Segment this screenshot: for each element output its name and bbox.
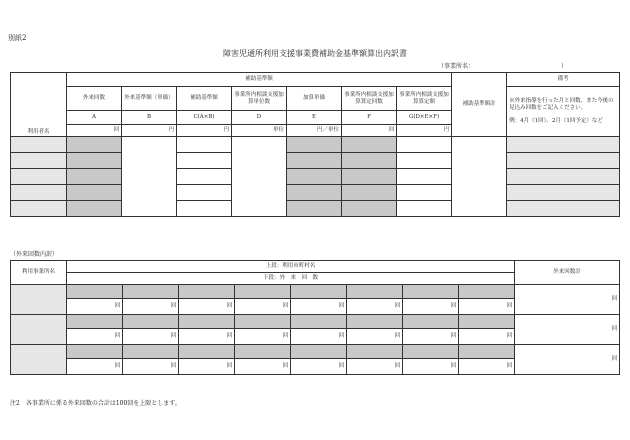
data-cell[interactable] <box>177 153 232 169</box>
data-cell[interactable] <box>342 201 397 217</box>
data-cell[interactable] <box>397 169 452 185</box>
data-cell[interactable] <box>287 137 342 153</box>
user-name-cell[interactable] <box>11 137 67 153</box>
footnote: 注2 各事業所に係る外来回数の合計は100回を上限とします。 <box>10 400 181 407</box>
office-name-label: （事業所名： ） <box>438 63 568 70</box>
col-unit: 回 <box>342 125 397 137</box>
col-unit: 円 <box>177 125 232 137</box>
count-cell[interactable]: 回 <box>123 329 179 345</box>
municipality-cell[interactable] <box>235 345 291 359</box>
table-row <box>11 345 620 359</box>
unit-count-cell[interactable] <box>232 137 287 217</box>
municipality-cell[interactable] <box>179 315 235 329</box>
data-cell[interactable] <box>177 185 232 201</box>
col-code: D <box>232 111 287 125</box>
count-cell[interactable]: 回 <box>347 359 403 375</box>
municipality-cell[interactable] <box>347 315 403 329</box>
data-cell[interactable] <box>177 169 232 185</box>
data-cell[interactable] <box>287 153 342 169</box>
col-code: F <box>342 111 397 125</box>
col-header: 外来基準額（単価） <box>122 87 177 111</box>
count-cell[interactable]: 回 <box>179 299 235 315</box>
col-header: 外来回数 <box>67 87 122 111</box>
count-cell[interactable]: 回 <box>123 359 179 375</box>
data-cell[interactable] <box>397 137 452 153</box>
municipality-cell[interactable] <box>235 315 291 329</box>
upper-label: 上段：利用市町村名 <box>67 261 515 273</box>
count-cell[interactable]: 回 <box>179 359 235 375</box>
municipality-cell[interactable] <box>459 315 515 329</box>
user-name-cell[interactable] <box>11 169 67 185</box>
data-cell[interactable] <box>342 169 397 185</box>
municipality-cell[interactable] <box>459 345 515 359</box>
count-cell[interactable]: 回 <box>123 299 179 315</box>
count-cell[interactable]: 回 <box>459 299 515 315</box>
count-cell[interactable]: 回 <box>291 329 347 345</box>
table-row <box>11 169 620 185</box>
count-cell[interactable]: 回 <box>403 329 459 345</box>
user-name-header: 利用者名 <box>11 73 67 137</box>
col-code: A <box>67 111 122 125</box>
municipality-cell[interactable] <box>123 285 179 299</box>
form-label: 別紙2 <box>8 34 27 42</box>
col-unit: 円／単位 <box>287 125 342 137</box>
remarks-cell[interactable] <box>507 153 620 169</box>
count-cell[interactable]: 回 <box>179 329 235 345</box>
count-cell[interactable]: 回 <box>67 359 123 375</box>
col-unit: 単位 <box>232 125 287 137</box>
data-cell[interactable] <box>67 185 122 201</box>
municipality-cell[interactable] <box>179 285 235 299</box>
data-cell[interactable] <box>397 185 452 201</box>
municipality-cell[interactable] <box>123 345 179 359</box>
municipality-cell[interactable] <box>67 285 123 299</box>
data-cell[interactable] <box>67 169 122 185</box>
count-cell[interactable]: 回 <box>67 329 123 345</box>
total-cell[interactable] <box>452 137 507 217</box>
col-unit: 円 <box>122 125 177 137</box>
col-header: 加算単価 <box>287 87 342 111</box>
user-name-cell[interactable] <box>11 201 67 217</box>
municipality-cell[interactable] <box>403 315 459 329</box>
municipality-cell[interactable] <box>459 285 515 299</box>
base-rate-cell[interactable] <box>122 137 177 217</box>
data-cell[interactable] <box>287 201 342 217</box>
remarks-cell[interactable] <box>507 137 620 153</box>
remarks-cell[interactable] <box>507 201 620 217</box>
table-row <box>11 201 620 217</box>
section-title: （外来回数内訳） <box>10 251 59 258</box>
table-row <box>11 153 620 169</box>
municipality-cell[interactable] <box>179 345 235 359</box>
table-row <box>11 137 620 153</box>
user-name-cell[interactable] <box>11 153 67 169</box>
municipality-cell[interactable] <box>67 315 123 329</box>
count-cell[interactable]: 回 <box>347 329 403 345</box>
data-cell[interactable] <box>342 185 397 201</box>
count-cell[interactable]: 回 <box>403 299 459 315</box>
data-cell[interactable] <box>342 137 397 153</box>
office-name-cell[interactable] <box>11 285 67 315</box>
col-code: B <box>122 111 177 125</box>
remarks-header: 備考 <box>507 73 620 87</box>
count-cell[interactable]: 回 <box>291 299 347 315</box>
municipality-cell[interactable] <box>347 345 403 359</box>
count-cell[interactable]: 回 <box>235 329 291 345</box>
municipality-cell[interactable] <box>347 285 403 299</box>
table-row <box>11 185 620 201</box>
col-code: E <box>287 111 342 125</box>
count-cell[interactable]: 回 <box>235 299 291 315</box>
count-cell[interactable]: 回 <box>459 329 515 345</box>
office-col-header: 利用事業所名 <box>11 261 67 285</box>
municipality-cell[interactable] <box>123 315 179 329</box>
municipality-cell[interactable] <box>291 315 347 329</box>
data-cell[interactable] <box>67 201 122 217</box>
remarks-cell[interactable] <box>507 185 620 201</box>
office-name-cell[interactable] <box>11 315 67 345</box>
count-total-cell[interactable]: 回 <box>515 345 620 375</box>
col-code: G(D×E×F) <box>397 111 452 125</box>
data-cell[interactable] <box>397 153 452 169</box>
data-cell[interactable] <box>397 201 452 217</box>
col-unit: 回 <box>67 125 122 137</box>
col-header: 事業所内相談支援加算算定額 <box>397 87 452 111</box>
data-cell[interactable] <box>67 137 122 153</box>
user-name-cell[interactable] <box>11 185 67 201</box>
count-cell[interactable]: 回 <box>347 299 403 315</box>
count-cell[interactable]: 回 <box>403 359 459 375</box>
count-total-header: 外来回数計 <box>515 261 620 285</box>
col-header: 補助基準額 <box>177 87 232 111</box>
data-cell[interactable] <box>287 185 342 201</box>
count-cell[interactable]: 回 <box>291 359 347 375</box>
col-header: 事業所内相談支援加算算定回数 <box>342 87 397 111</box>
count-total-cell[interactable]: 回 <box>515 315 620 345</box>
outpatient-table <box>10 260 620 375</box>
municipality-cell[interactable] <box>235 285 291 299</box>
col-code: C(A×B) <box>177 111 232 125</box>
municipality-cell[interactable] <box>403 345 459 359</box>
office-name-cell[interactable] <box>11 345 67 375</box>
subsidy-table <box>10 72 620 217</box>
data-cell[interactable] <box>67 153 122 169</box>
col-unit: 円 <box>397 125 452 137</box>
count-cell[interactable]: 回 <box>235 359 291 375</box>
col-header: 事業所内相談支援加算単位数 <box>232 87 287 111</box>
count-cell[interactable]: 回 <box>459 359 515 375</box>
municipality-cell[interactable] <box>291 285 347 299</box>
data-cell[interactable] <box>342 153 397 169</box>
total-header: 補助基準額計 <box>452 73 507 137</box>
municipality-cell[interactable] <box>403 285 459 299</box>
municipality-cell[interactable] <box>291 345 347 359</box>
municipality-cell[interactable] <box>67 345 123 359</box>
table-row <box>11 315 620 329</box>
count-total-cell[interactable]: 回 <box>515 285 620 315</box>
group-header: 補助基準額 <box>67 73 452 87</box>
data-cell[interactable] <box>287 169 342 185</box>
data-cell[interactable] <box>177 137 232 153</box>
table-row <box>11 285 620 299</box>
lower-label: 下段：外 来 回 数 <box>67 273 515 285</box>
remarks-cell[interactable] <box>507 169 620 185</box>
data-cell[interactable] <box>177 201 232 217</box>
remarks-note: ※外来指導を行った月と回数、また今後の見込み回数をご記入ください。 例：4月（1回）、2月（1回予定）など <box>507 87 620 137</box>
document-title: 障害児通所利用支援事業費補助金基準額算出内訳書 <box>223 49 407 58</box>
count-cell[interactable]: 回 <box>67 299 123 315</box>
